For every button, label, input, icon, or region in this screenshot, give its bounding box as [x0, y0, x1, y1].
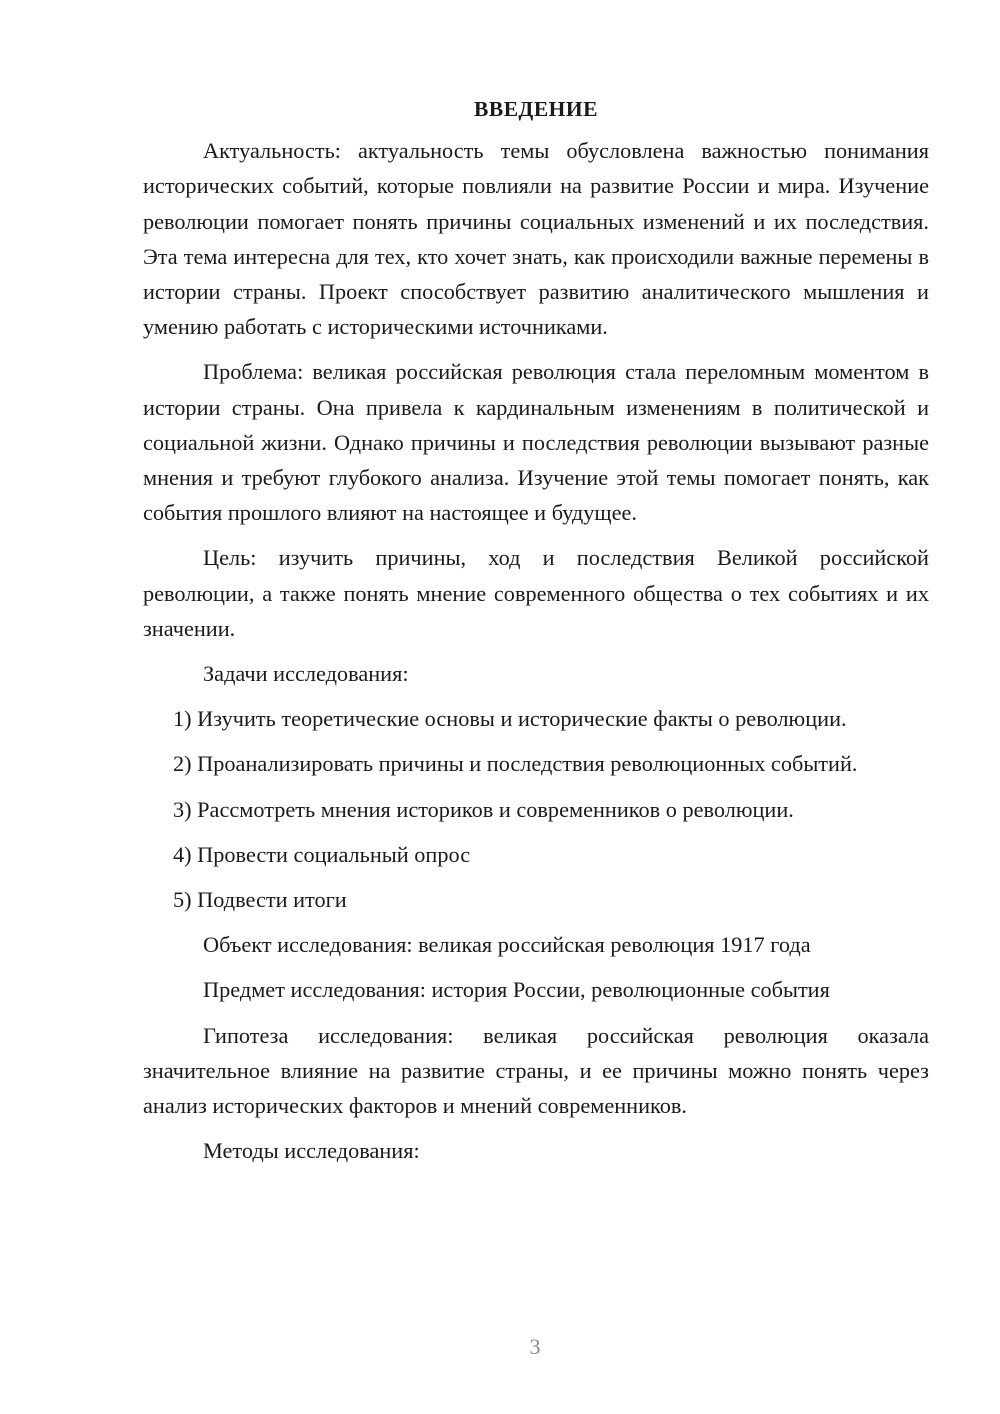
methods-heading: Методы исследования: — [203, 1138, 420, 1164]
page-number: 3 — [529, 1334, 541, 1359]
goal-paragraph: Цель: изучить причины, ход и последствия Великой российской революции, а также понять мнение современного общества о тех событиях и их значении. — [143, 545, 929, 641]
task-item-2: 2) Проанализировать причины и последствия революционных событий. — [173, 751, 858, 777]
research-hypothesis: Гипотеза исследования: великая российская революция оказала значительное влияние на развитие страны, и ее причины можно понять через анализ исторических факторов и мнений современников. — [143, 1022, 929, 1119]
research-object: Объект исследования: великая российская революция 1917 года — [203, 932, 811, 958]
relevance-paragraph: Актуальность: актуальность темы обусловлена важностью понимания исторических событий, которые повлияли на развитие России и мира. Изучение революции помогает понять причины социальных изменений и их последствия. Эта тема интересна для тех, кто хочет знать, как происходили важные перемены в истории страны. Проект способствует развитию аналитического мышления и умению работать с историческими источниками. — [143, 138, 929, 340]
page-content — [143, 92, 929, 1178]
task-item-1: 1) Изучить теоретические основы и исторические факты о революции. — [173, 706, 847, 732]
task-item-3: 3) Рассмотреть мнения историков и современников о революции. — [173, 796, 794, 822]
tasks-heading: Задачи исследования: — [203, 661, 409, 687]
section-title: ВВЕДЕНИЕ — [474, 97, 598, 121]
task-item-5: 5) Подвести итоги — [173, 887, 347, 913]
problem-paragraph: Проблема: великая российская революция стала переломным моментом в истории страны. Она привела к кардинальным изменениям в политической и социальной жизни. Однако причины и последствия революции вызывают разные мнения и требуют глубокого анализа. Изучение этой темы помогает понять, как события прошлого влияют на настоящее и будущее. — [143, 359, 929, 526]
task-item-4: 4) Провести социальный опрос — [173, 841, 471, 867]
research-subject: Предмет исследования: история России, революционные события — [203, 977, 830, 1003]
